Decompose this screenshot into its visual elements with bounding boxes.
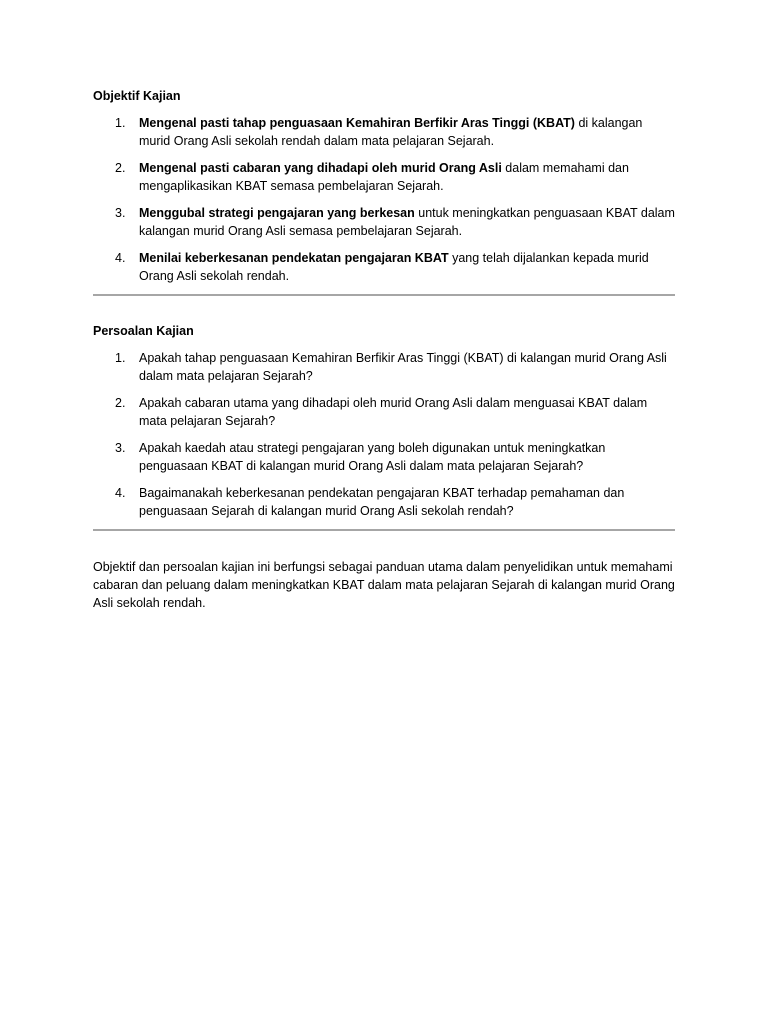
persoalan-item	[93, 439, 675, 475]
persoalan-list	[93, 349, 675, 520]
list-number: 2.	[115, 161, 126, 175]
objektif-item	[93, 159, 675, 195]
objektif-item-bold: Menggubal strategi pengajaran yang berkesan	[139, 206, 415, 220]
objektif-item-text: untuk meningkatkan penguasaan KBAT dalam kalangan murid Orang Asli semasa pembelajaran Sejarah.	[139, 206, 675, 238]
spacer	[93, 531, 675, 558]
objektif-item-bold: Mengenal pasti cabaran yang dihadapi oleh murid Orang Asli	[139, 161, 502, 175]
persoalan-item	[93, 484, 675, 520]
persoalan-item-text: Apakah kaedah atau strategi pengajaran yang boleh digunakan untuk meningkatkan penguasaan KBAT di kalangan murid Orang Asli dalam mata pelajaran Sejarah?	[139, 441, 606, 473]
objektif-item	[93, 114, 675, 150]
objektif-item-bold: Mengenal pasti tahap penguasaan Kemahiran Berfikir Aras Tinggi (KBAT)	[139, 116, 575, 130]
persoalan-heading: Persoalan Kajian	[93, 324, 194, 338]
objektif-item-text: yang telah dijalankan kepada murid Orang Asli sekolah rendah.	[139, 251, 649, 283]
objektif-item	[93, 249, 675, 285]
persoalan-item-text: Apakah tahap penguasaan Kemahiran Berfikir Aras Tinggi (KBAT) di kalangan murid Orang Asli dalam mata pelajaran Sejarah?	[139, 351, 667, 383]
objektif-item-text: di kalangan murid Orang Asli sekolah rendah dalam mata pelajaran Sejarah.	[139, 116, 643, 148]
objektif-item-bold: Menilai keberkesanan pendekatan pengajaran KBAT	[139, 251, 449, 265]
persoalan-item	[93, 349, 675, 385]
objektif-heading: Objektif Kajian	[93, 89, 181, 103]
list-number: 3.	[115, 441, 126, 455]
objektif-item-text: dalam memahami dan mengaplikasikan KBAT semasa pembelajaran Sejarah.	[139, 161, 629, 193]
list-number: 1.	[115, 351, 126, 365]
objektif-item	[93, 204, 675, 240]
persoalan-item-text: Bagaimanakah keberkesanan pendekatan pengajaran KBAT terhadap pemahaman dan penguasaan Sejarah di kalangan murid Orang Asli sekolah rendah?	[139, 486, 625, 518]
objektif-list	[93, 114, 675, 285]
list-number: 3.	[115, 206, 126, 220]
persoalan-item	[93, 394, 675, 430]
list-number: 2.	[115, 396, 126, 410]
spacer	[93, 296, 675, 322]
closing-paragraph: Objektif dan persoalan kajian ini berfungsi sebagai panduan utama dalam penyelidikan untuk memahami cabaran dan peluang dalam meningkatkan KBAT dalam mata pelajaran Sejarah di kalangan murid Orang Asli sekolah rendah.	[93, 560, 675, 610]
list-number: 4.	[115, 251, 126, 265]
list-number: 4.	[115, 486, 126, 500]
persoalan-item-text: Apakah cabaran utama yang dihadapi oleh murid Orang Asli dalam menguasai KBAT dalam mata pelajaran Sejarah?	[139, 396, 648, 428]
list-number: 1.	[115, 116, 126, 130]
document-page	[93, 87, 675, 612]
